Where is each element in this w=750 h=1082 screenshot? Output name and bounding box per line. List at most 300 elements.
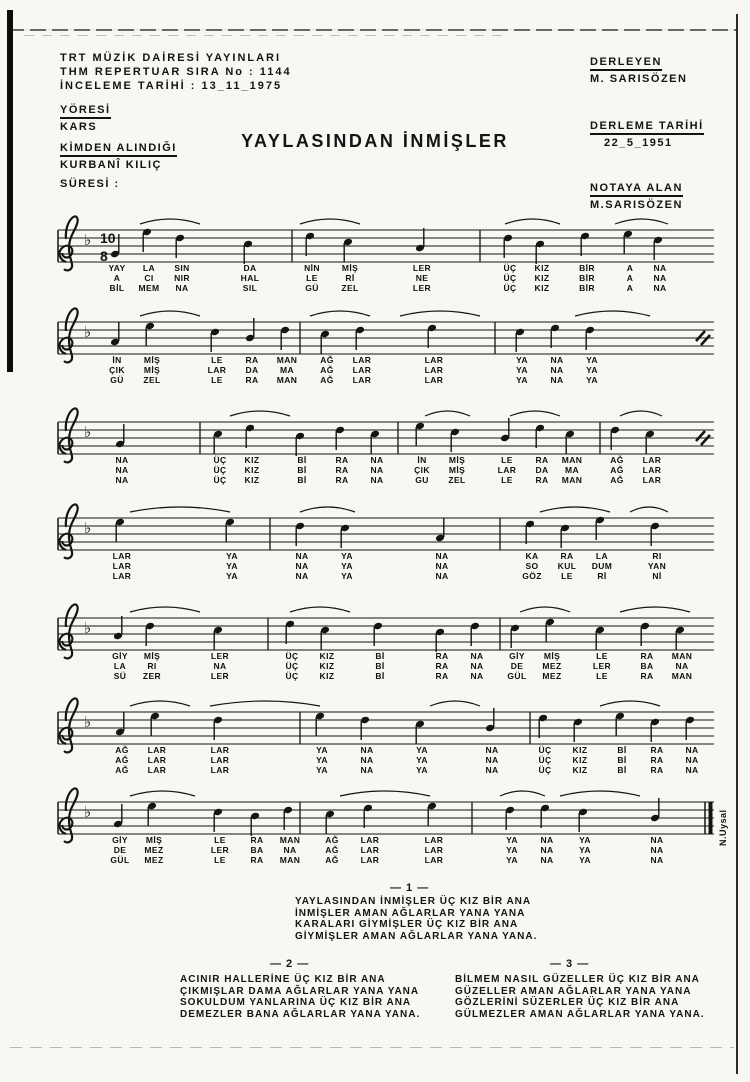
lyric-syllable: MEZ	[144, 855, 164, 865]
lyric-syllable: LA	[113, 661, 127, 671]
lyric-syllable: NA	[540, 835, 554, 845]
lyric-syllable: A	[626, 283, 634, 293]
lyric-syllable: AĞ	[115, 765, 129, 775]
lyric-syllable: RA	[435, 651, 449, 661]
lyric-syllable: LE	[211, 355, 223, 365]
lyric-syllable: LAR	[352, 375, 372, 385]
lyric-syllable: YA	[341, 551, 353, 561]
verse-line: BİLMEM NASIL GÜZELLER ÜÇ KIZ BİR ANA	[455, 974, 700, 985]
slur-arc	[130, 791, 195, 796]
lyric-syllable: RA	[335, 475, 349, 485]
lyric-syllable: GÖZ	[522, 571, 542, 581]
lyric-syllable: DA	[245, 365, 259, 375]
lyric-syllable: LAR	[642, 475, 662, 485]
lyric-syllable: LAR	[424, 845, 444, 855]
lyric-syllable: YA	[586, 375, 598, 385]
lyric-syllable: DE	[510, 661, 524, 671]
lyric-syllable: LAR	[112, 551, 132, 561]
lyric-syllable: RA	[650, 765, 664, 775]
lyric-syllable: KUL	[557, 561, 577, 571]
lyric-syllable: Nİ	[652, 571, 662, 581]
lyric-syllable: A	[626, 273, 634, 283]
verse-line: YAYLASINDAN İNMİŞLER ÜÇ KIZ BİR ANA	[295, 896, 532, 907]
lyric-syllable: LAR	[360, 835, 380, 845]
lyric-syllable: AĞ	[320, 365, 334, 375]
lyric-syllable: GÜ	[305, 283, 319, 293]
lyric-syllable: NA	[115, 475, 129, 485]
collection-date-label: DERLEME TARİHİ	[590, 120, 704, 135]
lyric-syllable: NA	[370, 455, 384, 465]
lyric-syllable: NA	[650, 855, 664, 865]
lyric-syllable: NA	[370, 475, 384, 485]
lyric-syllable: LAR	[147, 765, 167, 775]
lyric-syllable: RA	[245, 375, 259, 385]
verse-1	[295, 882, 537, 942]
lyric-syllable: YA	[316, 745, 328, 755]
publisher-line: TRT MÜZİK DAİRESİ YAYINLARI	[60, 52, 282, 64]
lyric-syllable: YAN	[647, 561, 667, 571]
lyric-syllable: LE	[596, 671, 608, 681]
time-signature: 10	[100, 230, 116, 246]
source-value: KURBANÎ KILIÇ	[60, 159, 162, 171]
lyric-syllable: İN	[112, 355, 122, 365]
lyric-syllable: Bİ	[617, 745, 627, 755]
lyric-syllable: YA	[316, 765, 328, 775]
verse-line: GÖZLERİNİ SÜZERLER ÜÇ KIZ BİR ANA	[455, 997, 680, 1008]
region-label: YÖRESİ	[60, 104, 111, 119]
slur-arc	[340, 791, 430, 796]
lyric-syllable: ÜÇ	[213, 455, 227, 465]
lyric-syllable: NA	[175, 283, 189, 293]
lyric-syllable: NIR	[174, 273, 190, 283]
collector-value: M. SARISÖZEN	[590, 73, 688, 85]
lyric-syllable: RA	[640, 671, 654, 681]
lyric-syllable: RA	[335, 455, 349, 465]
lyric-syllable: GİY	[112, 835, 128, 845]
lyric-syllable: LER	[210, 845, 230, 855]
slur-arc	[425, 411, 470, 416]
lyric-syllable: KIZ	[319, 661, 335, 671]
lyric-syllable: BİL	[109, 283, 125, 293]
lyric-syllable: LER	[210, 651, 230, 661]
lyric-syllable: YA	[506, 835, 518, 845]
slur-arc	[230, 411, 290, 416]
verse-line: GİYMİŞLER AMAN AĞLARLAR YANA YANA.	[295, 930, 538, 942]
lyric-syllable: MA	[564, 465, 580, 475]
lyric-syllable: NA	[115, 465, 129, 475]
lyric-syllable: RA	[250, 835, 264, 845]
lyric-syllable: RI	[652, 551, 662, 561]
notator-value: M.SARISÖZEN	[590, 199, 683, 211]
slur-arc	[130, 507, 230, 512]
lyric-syllable: AĞ	[610, 465, 624, 475]
lyric-syllable: RA	[650, 755, 664, 765]
slur-arc	[300, 219, 360, 224]
lyric-syllable: MAN	[561, 475, 583, 485]
lyric-syllable: Bİ	[617, 755, 627, 765]
slur-arc	[310, 311, 370, 316]
lyric-syllable: KIZ	[534, 263, 550, 273]
lyric-syllable: YA	[416, 745, 428, 755]
lyric-syllable: KIZ	[572, 745, 588, 755]
lyric-syllable: NA	[470, 661, 484, 671]
lyric-syllable: AĞ	[320, 355, 334, 365]
lyric-syllable: KIZ	[319, 671, 335, 681]
lyric-syllable: NA	[685, 765, 699, 775]
lyric-syllable: LAR	[352, 355, 372, 365]
lyric-syllable: NA	[435, 551, 449, 561]
lyric-syllable: MAN	[279, 855, 301, 865]
lyric-syllable: KIZ	[572, 755, 588, 765]
lyric-syllable: AĞ	[115, 755, 129, 765]
review-date: İNCELEME TARİHİ : 13_11_1975	[60, 80, 283, 92]
lyric-syllable: LE	[561, 571, 573, 581]
repertoire-number: THM REPERTUAR SIRA No : 1144	[60, 66, 292, 78]
lyric-syllable: NA	[550, 375, 564, 385]
lyric-syllable: NA	[653, 263, 667, 273]
lyric-syllable: KIZ	[319, 651, 335, 661]
lyric-syllable: AĞ	[325, 835, 339, 845]
slur-arc	[630, 507, 668, 512]
lyric-syllable: LE	[501, 475, 513, 485]
lyric-syllable: BİR	[579, 283, 595, 293]
lyric-syllable: SIL	[242, 283, 258, 293]
lyric-syllable: LAR	[360, 855, 380, 865]
lyric-syllable: RA	[535, 475, 549, 485]
slur-arc	[210, 701, 320, 706]
lyric-syllable: YA	[341, 571, 353, 581]
lyric-syllable: ZEL	[341, 283, 359, 293]
slur-arc	[430, 701, 480, 706]
slur-arc	[520, 607, 570, 612]
lyric-syllable: KIZ	[534, 273, 550, 283]
lyric-syllable: GİY	[112, 651, 128, 661]
lyric-syllable: YA	[579, 835, 591, 845]
slur-arc	[540, 507, 610, 512]
lyric-syllable: LE	[214, 835, 226, 845]
lyric-syllable: ÜÇ	[213, 465, 227, 475]
lyric-syllable: NA	[675, 661, 689, 671]
lyric-syllable: LAR	[210, 745, 230, 755]
lyric-syllable: LA	[595, 551, 609, 561]
lyric-syllable: RA	[335, 465, 349, 475]
lyric-syllable: GÜL	[110, 855, 130, 865]
lyric-syllable: MİŞ	[143, 651, 161, 661]
lyric-syllable: LE	[596, 651, 608, 661]
lyric-syllable: ÜÇ	[503, 263, 517, 273]
lyric-syllable: YA	[516, 365, 528, 375]
lyric-syllable: LAR	[642, 465, 662, 475]
slur-arc	[130, 607, 200, 612]
lyric-syllable: MİŞ	[448, 465, 466, 475]
lyric-syllable: NA	[115, 455, 129, 465]
lyric-syllable: LAR	[207, 365, 227, 375]
lyric-syllable: NA	[485, 745, 499, 755]
slur-arc	[130, 701, 190, 706]
slur-arc	[575, 311, 650, 316]
flat-sign-icon: ♭	[84, 324, 92, 341]
slur-arc	[140, 311, 200, 316]
lyric-syllable: MİŞ	[448, 455, 466, 465]
lyric-syllable: RA	[650, 745, 664, 755]
lyric-syllable: LAR	[112, 571, 132, 581]
lyric-syllable: ÜÇ	[538, 765, 552, 775]
lyric-syllable: A	[626, 263, 634, 273]
lyric-syllable: MEZ	[542, 661, 562, 671]
lyric-syllable: NE	[415, 273, 429, 283]
duration-label: SÜRESİ :	[60, 178, 120, 190]
lyric-syllable: KIZ	[244, 475, 260, 485]
lyric-syllable: MİŞ	[341, 263, 359, 273]
lyric-syllable: NA	[295, 561, 309, 571]
slur-arc	[290, 607, 350, 612]
lyric-syllable: LAR	[360, 845, 380, 855]
lyric-syllable: MİŞ	[143, 365, 161, 375]
lyric-syllable: YA	[579, 845, 591, 855]
lyric-syllable: YA	[226, 571, 238, 581]
lyric-syllable: AĞ	[325, 855, 339, 865]
lyric-syllable: LAR	[424, 375, 444, 385]
lyric-syllable: GÜL	[507, 671, 527, 681]
lyric-syllable: LE	[214, 855, 226, 865]
lyric-syllable: LA	[142, 263, 156, 273]
flat-sign-icon: ♭	[84, 620, 92, 637]
slur-arc	[505, 219, 560, 224]
verse-line: İNMİŞLER AMAN AĞLARLAR YANA YANA	[295, 907, 526, 919]
page-title: YAYLASINDAN İNMİŞLER	[241, 131, 509, 151]
slur-arc	[140, 219, 200, 224]
lyric-syllable: LAR	[147, 745, 167, 755]
lyric-syllable: NA	[540, 855, 554, 865]
lyric-syllable: ZEL	[448, 475, 466, 485]
lyric-syllable: NA	[485, 765, 499, 775]
verse-line: ACINIR HALLERİNE ÜÇ KIZ BİR ANA	[180, 974, 386, 985]
lyric-syllable: AĞ	[610, 455, 624, 465]
lyric-syllable: NA	[685, 745, 699, 755]
lyric-syllable: YA	[416, 765, 428, 775]
lyric-syllable: AĞ	[320, 375, 334, 385]
lyric-syllable: YA	[586, 365, 598, 375]
lyric-syllable: YA	[341, 561, 353, 571]
lyric-syllable: RA	[435, 671, 449, 681]
lyric-syllable: NA	[653, 273, 667, 283]
lyric-syllable: RA	[535, 455, 549, 465]
lyric-syllable: YA	[226, 561, 238, 571]
lyric-syllable: LAR	[424, 355, 444, 365]
lyric-syllable: MA	[279, 365, 295, 375]
lyric-syllable: Rİ	[597, 571, 607, 581]
lyric-syllable: ÇIK	[109, 365, 125, 375]
lyric-syllable: LAR	[352, 365, 372, 375]
lyric-syllable: RI	[147, 661, 157, 671]
verse-2-number: — 2 —	[270, 958, 310, 970]
lyric-syllable: RA	[245, 355, 259, 365]
lyric-syllable: Rİ	[345, 273, 355, 283]
lyric-syllable: MEZ	[144, 845, 164, 855]
lyric-syllable: Bİ	[375, 671, 385, 681]
lyric-syllable: ÜÇ	[213, 475, 227, 485]
lyric-syllable: KIZ	[572, 765, 588, 775]
lyric-syllable: YA	[516, 375, 528, 385]
lyric-syllable: GU	[415, 475, 429, 485]
lyric-syllable: BİR	[579, 273, 595, 283]
lyric-syllable: MAN	[561, 455, 583, 465]
lyric-syllable: Bİ	[297, 465, 307, 475]
lyric-syllable: MEZ	[542, 671, 562, 681]
lyric-syllable: İN	[417, 455, 427, 465]
lyric-syllable: MAN	[671, 671, 693, 681]
lyric-syllable: LAR	[210, 755, 230, 765]
notator-label: NOTAYA ALAN	[590, 182, 683, 197]
lyric-syllable: LAR	[642, 455, 662, 465]
lyric-syllable: NA	[435, 571, 449, 581]
lyric-syllable: NA	[295, 551, 309, 561]
lyric-syllable: NA	[295, 571, 309, 581]
lyric-syllable: LER	[412, 263, 432, 273]
lyric-syllable: AĞ	[610, 475, 624, 485]
lyric-syllable: SO	[525, 561, 539, 571]
lyric-syllable: ZER	[142, 671, 162, 681]
source-label: KİMDEN ALINDIĞI	[60, 142, 177, 157]
lyric-syllable: BA	[250, 845, 264, 855]
slur-arc	[300, 507, 355, 512]
lyric-syllable: Bİ	[297, 475, 307, 485]
verse-3	[455, 958, 705, 1020]
slur-arc	[500, 791, 545, 796]
flat-sign-icon: ♭	[84, 804, 92, 821]
lyric-syllable: YA	[579, 855, 591, 865]
lyric-syllable: BA	[640, 661, 654, 671]
lyric-syllable: NA	[485, 755, 499, 765]
lyric-syllable: ÜÇ	[285, 671, 299, 681]
lyric-syllable: NA	[470, 651, 484, 661]
lyric-syllable: SIN	[174, 263, 190, 273]
lyric-syllable: RA	[250, 855, 264, 865]
lyric-syllable: KIZ	[244, 465, 260, 475]
lyric-syllable: NA	[550, 355, 564, 365]
lyric-syllable: NA	[360, 745, 374, 755]
lyric-syllable: LAR	[424, 855, 444, 865]
lyric-syllable: MİŞ	[143, 355, 161, 365]
lyric-syllable: NA	[370, 465, 384, 475]
lyric-syllable: YA	[506, 845, 518, 855]
lyric-syllable: NA	[213, 661, 227, 671]
verse-1-number: — 1 —	[390, 882, 430, 894]
region-value: KARS	[60, 121, 98, 133]
lyric-syllable: MAN	[276, 355, 298, 365]
lyric-syllable: NA	[283, 845, 297, 855]
lyric-syllable: GİY	[509, 651, 525, 661]
scan-edge-bottom	[10, 1047, 734, 1048]
slur-arc	[600, 701, 660, 706]
lyric-syllable: KIZ	[534, 283, 550, 293]
lyric-syllable: ÜÇ	[503, 283, 517, 293]
lyric-syllable: LER	[592, 661, 612, 671]
verse-line: DEMEZLER BANA AĞLARLAR YANA YANA.	[180, 1008, 421, 1020]
lyric-syllable: ÜÇ	[285, 651, 299, 661]
lyric-syllable: DA	[243, 263, 257, 273]
slur-arc	[620, 607, 690, 612]
lyric-syllable: Bİ	[375, 651, 385, 661]
lyric-syllable: LAR	[210, 765, 230, 775]
lyric-syllable: MAN	[276, 375, 298, 385]
lyric-syllable: A	[113, 273, 121, 283]
lyric-syllable: Bİ	[617, 765, 627, 775]
flat-sign-icon: ♭	[84, 714, 92, 731]
verse-line: KARALARI GİYMİŞLER ÜÇ KIZ BİR ANA	[295, 919, 519, 930]
time-signature: 8	[100, 248, 108, 264]
lyric-syllable: DE	[113, 845, 127, 855]
lyric-syllable: YA	[316, 755, 328, 765]
lyric-syllable: LAR	[424, 365, 444, 375]
lyric-syllable: LE	[211, 375, 223, 385]
slur-arc	[510, 411, 560, 416]
lyric-syllable: RA	[560, 551, 574, 561]
lyric-syllable: ÇIK	[414, 465, 430, 475]
flat-sign-icon: ♭	[84, 424, 92, 441]
verse-3-number: — 3 —	[550, 958, 590, 970]
lyric-syllable: ÜÇ	[538, 745, 552, 755]
collector-label: DERLEYEN	[590, 56, 662, 71]
lyric-syllable: DUM	[591, 561, 613, 571]
lyric-syllable: AĞ	[115, 745, 129, 755]
lyric-syllable: MAN	[279, 835, 301, 845]
lyric-syllable: HAL	[240, 273, 260, 283]
lyric-syllable: SÜ	[113, 671, 127, 681]
lyric-syllable: KA	[525, 551, 539, 561]
lyric-syllable: LAR	[112, 561, 132, 571]
engraver-credit: N.Uysal	[718, 809, 728, 846]
verse-line: GÜZELLER AMAN AĞLARLAR YANA YANA	[455, 985, 692, 997]
lyric-syllable: YA	[586, 355, 598, 365]
lyric-syllable: NA	[550, 365, 564, 375]
lyric-syllable: YAY	[108, 263, 126, 273]
lyric-syllable: LE	[306, 273, 318, 283]
lyric-syllable: YA	[416, 755, 428, 765]
lyric-syllable: NA	[470, 671, 484, 681]
lyric-syllable: ÜÇ	[503, 273, 517, 283]
lyric-syllable: YA	[226, 551, 238, 561]
lyric-syllable: KIZ	[244, 455, 260, 465]
lyric-syllable: ÜÇ	[538, 755, 552, 765]
lyric-syllable: NA	[435, 561, 449, 571]
slur-arc	[400, 311, 480, 316]
lyric-syllable: DA	[535, 465, 549, 475]
slur-arc	[560, 791, 640, 796]
lyric-syllable: MAN	[671, 651, 693, 661]
lyric-syllable: GÜ	[110, 375, 124, 385]
lyric-syllable: MİŞ	[543, 651, 561, 661]
lyric-syllable: NA	[360, 755, 374, 765]
slur-arc	[620, 411, 662, 416]
lyric-syllable: MİŞ	[145, 835, 163, 845]
lyric-syllable: NA	[685, 755, 699, 765]
flat-sign-icon: ♭	[84, 232, 92, 249]
verse-line: ÇIKMIŞLAR DAMA AĞLARLAR YANA YANA	[180, 985, 420, 997]
lyric-syllable: RA	[435, 661, 449, 671]
lyric-syllable: NA	[540, 845, 554, 855]
lyric-syllable: YA	[506, 855, 518, 865]
lyric-syllable: NA	[360, 765, 374, 775]
lyric-syllable: BİR	[579, 263, 595, 273]
verse-line: GÜLMEZLER AMAN AĞLARLAR YANA YANA.	[455, 1008, 705, 1020]
lyric-syllable: RA	[640, 651, 654, 661]
lyric-syllable: YA	[516, 355, 528, 365]
slur-arc	[615, 219, 668, 224]
collection-date-value: 22_5_1951	[604, 137, 673, 149]
lyric-syllable: LER	[412, 283, 432, 293]
lyric-syllable: AĞ	[325, 845, 339, 855]
